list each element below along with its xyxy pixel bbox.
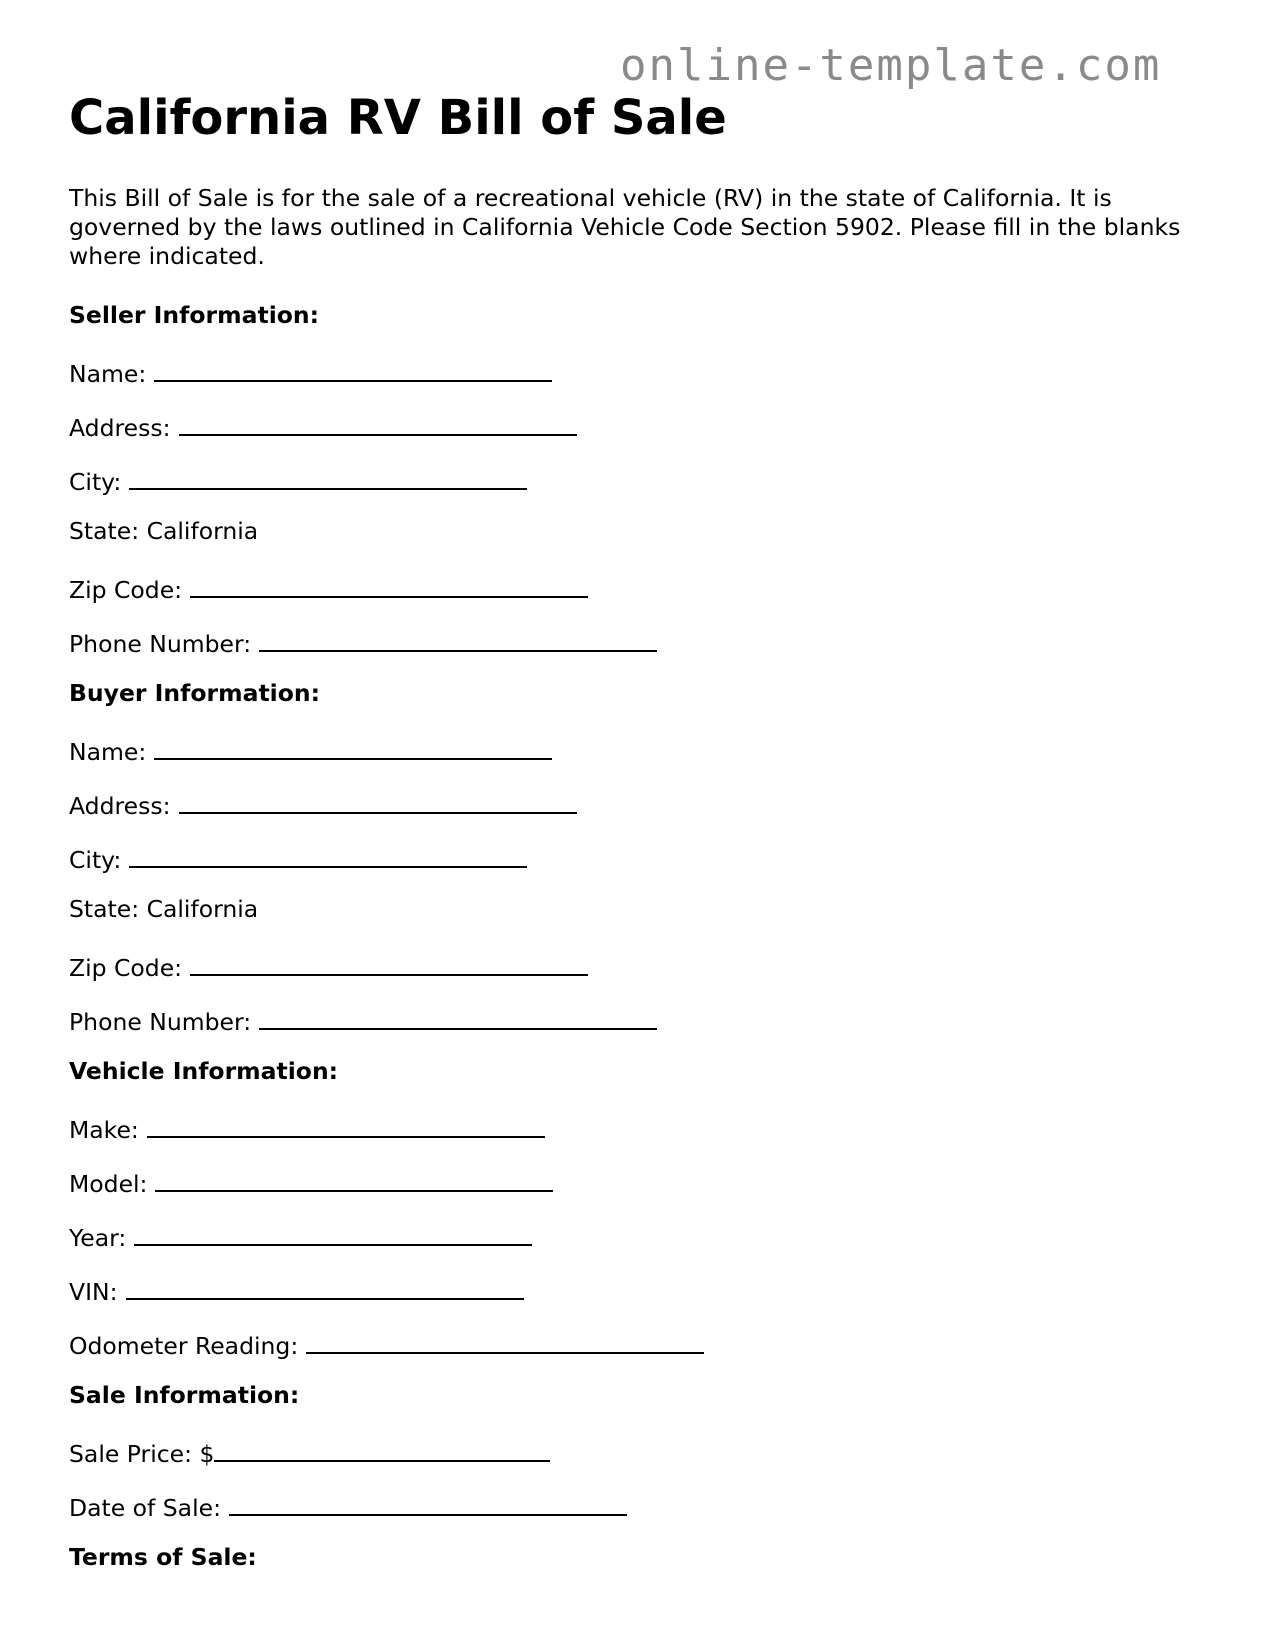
buyer-zip-blank[interactable] xyxy=(190,948,588,976)
seller-zip-blank[interactable] xyxy=(190,570,588,598)
buyer-phone-label: Phone Number: xyxy=(69,1008,252,1036)
seller-city-field xyxy=(69,462,1209,496)
sale-date-field xyxy=(69,1488,1209,1522)
vehicle-make-field xyxy=(69,1110,1209,1144)
vehicle-model-label: Model: xyxy=(69,1170,148,1198)
seller-state-field xyxy=(69,516,1209,546)
buyer-state-field xyxy=(69,894,1209,924)
vehicle-year-label: Year: xyxy=(69,1224,127,1252)
seller-address-blank[interactable] xyxy=(179,408,577,436)
vehicle-heading: Vehicle Information: xyxy=(69,1057,339,1085)
vehicle-odometer-field xyxy=(69,1326,1209,1360)
buyer-state-label: State: California xyxy=(69,895,259,923)
buyer-address-label: Address: xyxy=(69,792,171,820)
buyer-address-blank[interactable] xyxy=(179,786,577,814)
vehicle-make-label: Make: xyxy=(69,1116,139,1144)
buyer-name-label: Name: xyxy=(69,738,147,766)
buyer-city-label: City: xyxy=(69,846,122,874)
sale-price-field xyxy=(69,1434,1209,1468)
vehicle-model-blank[interactable] xyxy=(155,1164,553,1192)
seller-phone-blank[interactable] xyxy=(259,624,657,652)
buyer-heading: Buyer Information: xyxy=(69,679,321,707)
seller-zip-field xyxy=(69,570,1209,604)
buyer-phone-field xyxy=(69,1002,1209,1036)
buyer-name-field xyxy=(69,732,1209,766)
buyer-zip-label: Zip Code: xyxy=(69,954,183,982)
seller-city-blank[interactable] xyxy=(129,462,527,490)
buyer-city-blank[interactable] xyxy=(129,840,527,868)
document-body xyxy=(69,86,1209,1572)
buyer-name-blank[interactable] xyxy=(154,732,552,760)
buyer-zip-field xyxy=(69,948,1209,982)
seller-address-label: Address: xyxy=(69,414,171,442)
sale-heading: Sale Information: xyxy=(69,1381,300,1409)
vehicle-vin-label: VIN: xyxy=(69,1278,118,1306)
vehicle-vin-blank[interactable] xyxy=(126,1272,524,1300)
terms-heading: Terms of Sale: xyxy=(69,1543,257,1571)
vehicle-make-blank[interactable] xyxy=(147,1110,545,1138)
seller-phone-field xyxy=(69,624,1209,658)
sale-price-label: Sale Price: $ xyxy=(69,1440,215,1468)
watermark: online-template.com xyxy=(620,40,1162,91)
vehicle-year-blank[interactable] xyxy=(134,1218,532,1246)
sale-date-label: Date of Sale: xyxy=(69,1494,221,1522)
vehicle-year-field xyxy=(69,1218,1209,1252)
seller-state-label: State: California xyxy=(69,517,259,545)
seller-phone-label: Phone Number: xyxy=(69,630,252,658)
sale-date-blank[interactable] xyxy=(229,1488,627,1516)
seller-heading: Seller Information: xyxy=(69,301,320,329)
vehicle-vin-field xyxy=(69,1272,1209,1306)
seller-city-label: City: xyxy=(69,468,122,496)
seller-address-field xyxy=(69,408,1209,442)
buyer-address-field xyxy=(69,786,1209,820)
seller-name-label: Name: xyxy=(69,360,147,388)
seller-name-blank[interactable] xyxy=(154,354,552,382)
seller-name-field xyxy=(69,354,1209,388)
seller-zip-label: Zip Code: xyxy=(69,576,183,604)
intro-paragraph: This Bill of Sale is for the sale of a recreational vehicle (RV) in the state of California. It is governed by the laws outlined in California Vehicle Code Section 5902. Please fill in the blanks where indicated. xyxy=(69,184,1181,270)
page-title: California RV Bill of Sale xyxy=(69,90,727,146)
buyer-city-field xyxy=(69,840,1209,874)
sale-price-blank[interactable] xyxy=(214,1434,550,1462)
vehicle-model-field xyxy=(69,1164,1209,1198)
vehicle-odometer-blank[interactable] xyxy=(306,1326,704,1354)
vehicle-odometer-label: Odometer Reading: xyxy=(69,1332,299,1360)
buyer-phone-blank[interactable] xyxy=(259,1002,657,1030)
